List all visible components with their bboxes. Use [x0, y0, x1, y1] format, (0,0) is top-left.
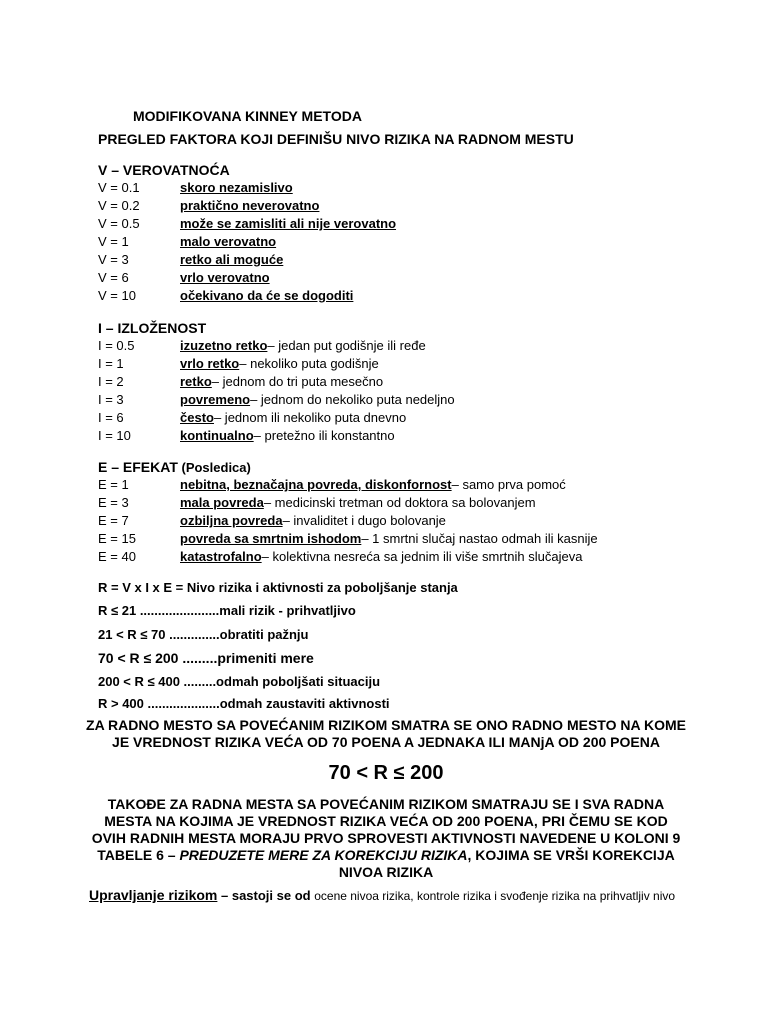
factor-key: V = 0.5 — [98, 216, 140, 231]
definition-connector: – sastoji se od — [217, 888, 315, 903]
factor-key: E = 3 — [98, 495, 129, 510]
factor-row — [98, 409, 738, 427]
factor-term: izuzetno retko — [180, 338, 268, 353]
factor-row — [98, 215, 738, 233]
factor-key: V = 1 — [98, 234, 129, 249]
factor-key: V = 0.1 — [98, 180, 140, 195]
factor-key: E = 40 — [98, 549, 136, 564]
factor-term: može se zamisliti ali nije verovatno — [180, 216, 397, 231]
factor-key: I = 2 — [98, 374, 124, 389]
factor-description: – jednom do nekoliko puta nedeljno — [250, 392, 455, 407]
factor-row — [98, 287, 738, 305]
factor-row — [98, 233, 738, 251]
factor-term: kontinualno — [180, 428, 254, 443]
risk-formula: R = V x I x E = Nivo rizika i aktivnosti za poboljšanje stanja — [98, 580, 458, 595]
factor-term: retko — [180, 374, 212, 389]
risk-range-attention: 21 < R ≤ 70 ..............obratiti pažnju — [98, 627, 309, 642]
factor-description: – pretežno ili konstantno — [253, 428, 395, 443]
factor-row — [98, 548, 738, 566]
factor-row — [98, 427, 738, 445]
factor-description: – medicinski tretman od doktora sa bolovanjem — [263, 495, 536, 510]
factor-term: vrlo verovatno — [180, 270, 270, 285]
factor-term: praktično neverovatno — [180, 198, 320, 213]
factor-description: – kolektivna nesreća sa jednim ili više smrtnih slučajeva — [261, 549, 583, 564]
section-heading — [98, 458, 738, 476]
factor-term: povreda sa smrtnim ishodom — [180, 531, 362, 546]
factor-key: I = 3 — [98, 392, 124, 407]
factor-key: E = 7 — [98, 513, 129, 528]
risk-management-definition — [89, 887, 679, 905]
factor-key: E = 1 — [98, 477, 129, 492]
increased-risk-notice: ZA RADNO MESTO SA POVEĆANIM RIZIKOM SMATRA SE ONO RADNO MESTO NA KOME JE VREDNOST RIZIKA VEĆA OD 70 POENA A JEDNAKA ILI MANjA OD 200 POENA — [86, 717, 686, 750]
factor-row — [98, 494, 738, 512]
factor-description: – jedan put godišnje ili ređe — [267, 338, 426, 353]
factor-term: povremeno — [180, 392, 251, 407]
section-heading: I – IZLOŽENOST — [98, 320, 207, 336]
factor-row — [98, 512, 738, 530]
document-title: MODIFIKOVANA KINNEY METODA — [133, 108, 362, 124]
factor-row — [98, 337, 738, 355]
factor-term: vrlo retko — [180, 356, 240, 371]
factor-key: I = 0.5 — [98, 338, 135, 353]
factor-row — [98, 251, 738, 269]
factor-row — [98, 476, 738, 494]
notice-text: , KOJIMA SE VRŠI KOREKCIJA NIVOA RIZIKA — [338, 847, 675, 880]
notice-emphasis: PREDUZETE MERE ZA KOREKCIJU RIZIKA — [179, 847, 468, 863]
factor-row — [98, 355, 738, 373]
factor-description: – invaliditet i dugo bolovanje — [282, 513, 446, 528]
high-risk-notice — [86, 796, 686, 881]
risk-range-low: R ≤ 21 ......................mali rizik - prihvatljivo — [98, 603, 356, 618]
definition-text: ocene nivoa rizika, kontrole rizika i svođenje rizika na prihvatljiv nivo — [314, 889, 676, 903]
factor-key: I = 1 — [98, 356, 124, 371]
factor-description: – nekoliko puta godišnje — [239, 356, 379, 371]
factor-term: nebitna, beznačajna povreda, diskonfornost — [180, 477, 452, 492]
factor-row — [98, 179, 738, 197]
factor-row — [98, 269, 738, 287]
factor-row — [98, 391, 738, 409]
section-heading: V – VEROVATNOĆA — [98, 162, 230, 178]
definition-term: Upravljanje rizikom — [89, 887, 218, 903]
factor-row — [98, 197, 738, 215]
risk-range-stop: R > 400 ....................odmah zaustaviti aktivnosti — [98, 696, 390, 711]
factor-term: često — [180, 410, 214, 425]
factor-key: V = 6 — [98, 270, 129, 285]
increased-risk-range: 70 < R ≤ 200 — [328, 762, 444, 784]
document-subtitle: PREGLED FAKTORA KOJI DEFINIŠU NIVO RIZIKA NA RADNOM MESTU — [98, 131, 574, 147]
risk-range-measures: 70 < R ≤ 200 .........primeniti mere — [98, 650, 314, 666]
factor-term: mala povreda — [180, 495, 264, 510]
factor-key: I = 6 — [98, 410, 124, 425]
factor-term: očekivano da će se dogoditi — [180, 288, 354, 303]
factor-description: – jednom ili nekoliko puta dnevno — [213, 410, 407, 425]
factor-description: – 1 smrtni slučaj nastao odmah ili kasnije — [361, 531, 598, 546]
section-efekat — [98, 458, 738, 566]
risk-range-improve: 200 < R ≤ 400 .........odmah poboljšati situaciju — [98, 674, 381, 689]
factor-row — [98, 530, 738, 548]
factor-key: I = 10 — [98, 428, 131, 443]
factor-term: ozbiljna povreda — [180, 513, 283, 528]
factor-key: V = 10 — [98, 288, 136, 303]
notice-text: TAKOĐE ZA RADNA MESTA SA POVEĆANIM RIZIKOM SMATRAJU SE I SVA RADNA MESTA NA KOJIMA JE VREDNOST RIZIKA VEĆA OD 200 POENA, PRI ČEMU SE KOD OVIH RADNIH MESTA MORAJU PRVO SPROVESTI AKTIVNOSTI NAVEDENE U KOLONI 9 TABELE 6 – — [91, 796, 681, 863]
factor-description: – jednom do tri puta mesečno — [211, 374, 384, 389]
section-heading-note: (Posledica) — [177, 460, 251, 475]
factor-term: retko ali moguće — [180, 252, 284, 267]
factor-key: V = 3 — [98, 252, 129, 267]
factor-key: V = 0.2 — [98, 198, 140, 213]
factor-term: katastrofalno — [180, 549, 262, 564]
factor-description: – samo prva pomoć — [451, 477, 566, 492]
section-heading-text: E – EFEKAT — [98, 459, 178, 475]
section-verovatnoca — [98, 161, 738, 305]
factor-key: E = 15 — [98, 531, 136, 546]
factor-row — [98, 373, 738, 391]
factor-term: malo verovatno — [180, 234, 277, 249]
factor-term: skoro nezamislivo — [180, 180, 293, 195]
section-izlozenost — [98, 319, 738, 445]
